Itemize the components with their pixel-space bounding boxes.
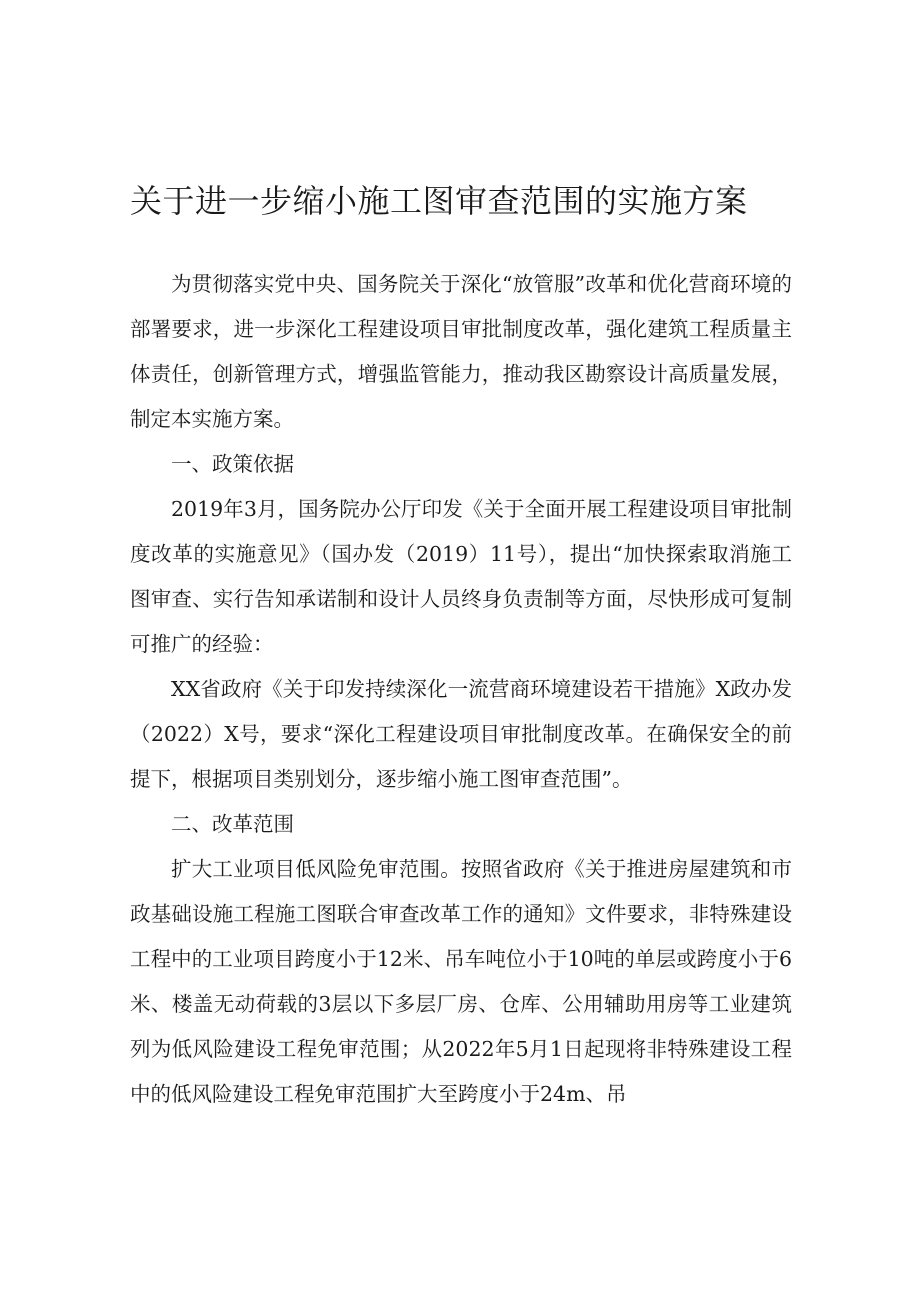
section-heading-policy-basis: 一、政策依据 xyxy=(171,452,294,476)
document-title: 关于进一步缩小施工图审查范围的实施方案 xyxy=(130,182,748,220)
intro-paragraph: 为贯彻落实党中央、国务院关于深化“放管服”改革和优化营商环境的部署要求，进一步深化工程建设项目审批制度改革，强化建筑工程质量主体责任，创新管理方式，增强监管能力，推动我区勘察设计高质量发展，制定本实施方案。 xyxy=(130,272,792,431)
section-heading-reform-scope: 二、改革范围 xyxy=(171,812,294,836)
reform-scope-paragraph: 扩大工业项目低风险免审范围。按照省政府《关于推进房屋建筑和市政基础设施工程施工图联合审查改革工作的通知》文件要求，非特殊建设工程中的工业项目跨度小于12米、吊车吨位小于10吨的单层或跨度小于6米、楼盖无动荷载的3层以下多层厂房、仓库、公用辅助用房等工业建筑列为低风险建设工程免审范围；从2022年5月1日起现将非特殊建设工程中的低风险建设工程免审范围扩大至跨度小于24m、吊 xyxy=(130,857,792,1106)
document-body xyxy=(130,262,792,1117)
policy-paragraph-state-council: 2019年3月，国务院办公厅印发《关于全面开展工程建设项目审批制度改革的实施意见》（国办发（2019）11号），提出“加快探索取消施工图审查、实行告知承诺制和设计人员终身负责制等方面，尽快形成可复制可推广的经验： xyxy=(130,497,792,656)
policy-paragraph-provincial: XX省政府《关于印发持续深化一流营商环境建设若干措施》X政办发（2022）X号，要求“深化工程建设项目审批制度改革。在确保安全的前提下，根据项目类别划分，逐步缩小施工图审查范围”。 xyxy=(130,677,792,791)
